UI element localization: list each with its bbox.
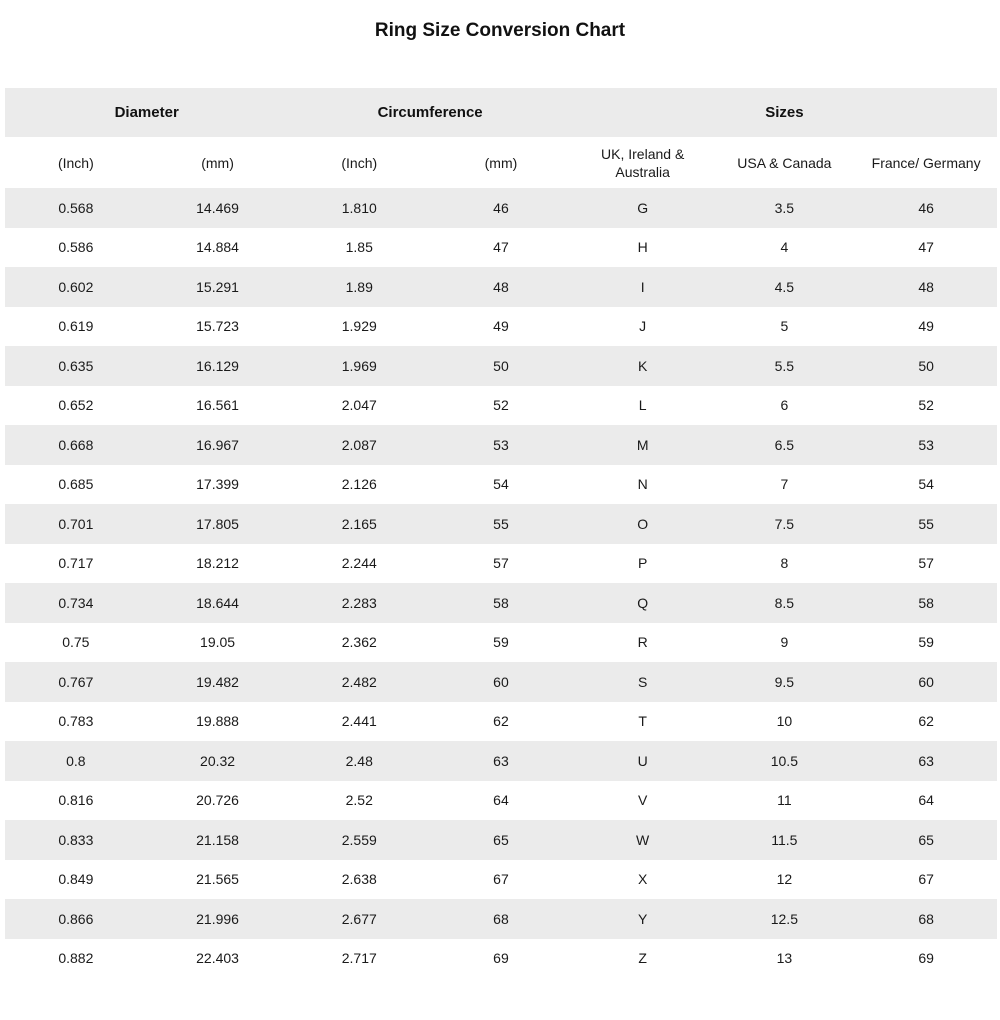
table-cell: 49 — [918, 318, 934, 335]
table-row — [5, 188, 997, 228]
table-cell: 17.805 — [196, 515, 239, 532]
table-cell: 58 — [493, 594, 509, 611]
table-cell: 0.767 — [58, 673, 94, 690]
table-cell: 9 — [780, 634, 789, 651]
table-cell: 59 — [493, 634, 509, 651]
table-cell: 48 — [493, 278, 509, 295]
table-cell: 10 — [776, 713, 793, 730]
table-row — [5, 820, 997, 860]
table-cell: 67 — [493, 871, 509, 888]
table-cell: 64 — [918, 792, 934, 809]
table-cell: 12.5 — [770, 910, 798, 927]
table-cell: 14.469 — [196, 199, 239, 216]
column-header-uk-ireland-australia: UK, Ireland & Australia — [601, 145, 685, 180]
table-cell: 2.441 — [341, 713, 377, 730]
table-cell: 1.810 — [341, 199, 377, 216]
table-cell: 2.48 — [345, 752, 373, 769]
table-cell: 0.668 — [58, 436, 94, 453]
page-title: Ring Size Conversion Chart — [374, 20, 626, 41]
table-cell: V — [637, 792, 648, 809]
table-cell: 0.568 — [58, 199, 94, 216]
table-cell: 50 — [493, 357, 509, 374]
column-group-row — [5, 88, 997, 137]
table-cell: Y — [637, 910, 648, 927]
table-row — [5, 939, 997, 979]
table-cell: 2.087 — [341, 436, 377, 453]
table-cell: 6 — [780, 397, 789, 414]
table-cell: 52 — [918, 397, 934, 414]
table-row — [5, 425, 997, 465]
table-row — [5, 899, 997, 939]
column-header-circumference-inch: (Inch) — [341, 154, 378, 171]
table-cell: 22.403 — [196, 950, 239, 967]
table-cell: R — [637, 634, 648, 651]
table-row — [5, 228, 997, 268]
table-cell: 46 — [493, 199, 509, 216]
table-cell: 68 — [918, 910, 934, 927]
table-cell: M — [636, 436, 649, 453]
table-cell: 16.967 — [196, 436, 239, 453]
table-cell: 0.8 — [66, 752, 86, 769]
table-cell: 52 — [493, 397, 509, 414]
table-cell: 0.619 — [58, 318, 94, 335]
table-cell: 21.565 — [196, 871, 239, 888]
table-row — [5, 583, 997, 623]
table-cell: 54 — [493, 476, 509, 493]
column-group-circumference: Circumference — [377, 104, 483, 121]
table-cell: 62 — [918, 713, 934, 730]
table-cell: 0.849 — [58, 871, 94, 888]
table-cell: 59 — [918, 634, 934, 651]
table-cell: 3.5 — [774, 199, 795, 216]
table-cell: J — [639, 318, 647, 335]
table-cell: 21.158 — [196, 831, 239, 848]
table-cell: 14.884 — [196, 239, 239, 256]
table-cell: 62 — [493, 713, 509, 730]
table-cell: 53 — [918, 436, 934, 453]
table-cell: 2.244 — [341, 555, 377, 572]
table-cell: Z — [638, 950, 647, 967]
table-cell: 0.701 — [58, 515, 94, 532]
table-cell: 16.561 — [196, 397, 239, 414]
table-row — [5, 267, 997, 307]
table-cell: 19.888 — [196, 713, 239, 730]
table-cell: 69 — [493, 950, 509, 967]
table-row — [5, 544, 997, 584]
table-cell: 0.866 — [58, 910, 94, 927]
table-cell: 11 — [777, 792, 792, 809]
table-cell: 54 — [918, 476, 934, 493]
table-cell: 2.165 — [341, 515, 377, 532]
ring-size-conversion-table — [5, 88, 997, 978]
table-row — [5, 702, 997, 742]
table-row — [5, 741, 997, 781]
table-cell: 21.996 — [196, 910, 239, 927]
table-cell: 2.717 — [341, 950, 377, 967]
table-cell: 2.559 — [341, 831, 377, 848]
table-cell: 2.638 — [341, 871, 377, 888]
table-cell: T — [638, 713, 647, 730]
table-cell: 67 — [918, 871, 934, 888]
table-cell: 63 — [493, 752, 509, 769]
table-row — [5, 307, 997, 347]
table-cell: 18.644 — [196, 594, 239, 611]
table-cell: H — [637, 239, 648, 256]
column-header-diameter-inch: (Inch) — [57, 154, 94, 171]
table-cell: 0.75 — [62, 634, 90, 651]
table-cell: 50 — [918, 357, 934, 374]
table-cell: 11.5 — [771, 831, 798, 848]
table-cell: 60 — [493, 673, 509, 690]
table-cell: 20.726 — [196, 792, 239, 809]
table-cell: 0.833 — [58, 831, 94, 848]
table-cell: 9.5 — [774, 673, 795, 690]
column-header-usa-canada: USA & Canada — [737, 154, 832, 171]
table-cell: 7 — [780, 476, 789, 493]
table-cell: 0.882 — [58, 950, 94, 967]
table-cell: 55 — [493, 515, 509, 532]
table-cell: 57 — [918, 555, 934, 572]
table-cell: 17.399 — [196, 476, 239, 493]
column-group-diameter: Diameter — [114, 104, 179, 121]
table-cell: N — [637, 476, 648, 493]
table-cell: 18.212 — [196, 555, 239, 572]
table-cell: U — [637, 752, 648, 769]
column-group-sizes: Sizes — [765, 104, 804, 121]
table-cell: 0.685 — [58, 476, 94, 493]
table-cell: 69 — [918, 950, 934, 967]
table-cell: 15.723 — [196, 318, 239, 335]
table-row — [5, 386, 997, 426]
column-header-france-germany: France/ Germany — [871, 154, 981, 171]
table-cell: 1.929 — [341, 318, 377, 335]
table-cell: 12 — [776, 871, 793, 888]
table-cell: 19.05 — [200, 634, 236, 651]
table-cell: 65 — [493, 831, 509, 848]
table-row — [5, 662, 997, 702]
table-cell: W — [636, 831, 650, 848]
table-cell: 0.783 — [58, 713, 94, 730]
table-cell: 7.5 — [774, 515, 795, 532]
table-cell: 2.52 — [345, 792, 373, 809]
table-cell: 68 — [493, 910, 509, 927]
table-cell: 64 — [493, 792, 509, 809]
table-cell: 15.291 — [196, 278, 239, 295]
table-cell: 0.586 — [58, 239, 94, 256]
table-row — [5, 781, 997, 821]
table-cell: 0.816 — [58, 792, 94, 809]
table-header — [5, 88, 997, 188]
table-cell: 47 — [918, 239, 934, 256]
table-cell: Q — [637, 594, 649, 611]
table-cell: 8.5 — [774, 594, 795, 611]
table-cell: 4 — [780, 239, 789, 256]
table-cell: X — [637, 871, 648, 888]
table-cell: 0.635 — [58, 357, 94, 374]
table-row — [5, 504, 997, 544]
table-cell: 2.283 — [341, 594, 377, 611]
table-cell: 0.734 — [58, 594, 94, 611]
table-cell: 55 — [918, 515, 934, 532]
table-cell: 6.5 — [774, 436, 795, 453]
table-cell: 63 — [918, 752, 934, 769]
table-row — [5, 346, 997, 386]
table-cell: 1.969 — [341, 357, 377, 374]
table-cell: 5 — [780, 318, 789, 335]
table-cell: 47 — [493, 239, 509, 256]
table-cell: S — [637, 673, 648, 690]
table-cell: 1.89 — [345, 278, 373, 295]
table-cell: 46 — [918, 199, 934, 216]
table-cell: 49 — [493, 318, 509, 335]
table-cell: L — [638, 397, 647, 414]
table-cell: 2.362 — [341, 634, 377, 651]
table-cell: 1.85 — [345, 239, 373, 256]
table-cell: I — [640, 278, 645, 295]
table-cell: O — [637, 515, 649, 532]
table-body — [5, 188, 997, 978]
table-cell: 5.5 — [774, 357, 795, 374]
table-cell: 20.32 — [200, 752, 236, 769]
column-header-circumference-mm: (mm) — [484, 154, 518, 171]
table-cell: 16.129 — [196, 357, 239, 374]
table-cell: 58 — [918, 594, 934, 611]
table-cell: 60 — [918, 673, 934, 690]
table-cell: G — [637, 199, 649, 216]
table-cell: 10.5 — [770, 752, 798, 769]
table-cell: K — [637, 357, 648, 374]
table-row — [5, 860, 997, 900]
table-cell: 4.5 — [774, 278, 795, 295]
table-cell: 48 — [918, 278, 934, 295]
table-cell: 65 — [918, 831, 934, 848]
table-row — [5, 465, 997, 505]
table-cell: 2.126 — [341, 476, 377, 493]
column-header-row — [5, 137, 997, 188]
table-cell: 0.717 — [58, 555, 94, 572]
table-cell: 13 — [776, 950, 793, 967]
table-cell: 8 — [780, 555, 789, 572]
table-cell: 53 — [493, 436, 509, 453]
table-row — [5, 623, 997, 663]
table-cell: 2.482 — [341, 673, 377, 690]
table-cell: 2.047 — [341, 397, 377, 414]
table-cell: 19.482 — [196, 673, 239, 690]
table-cell: 0.652 — [58, 397, 94, 414]
column-header-diameter-mm: (mm) — [201, 154, 234, 171]
table-cell: 57 — [493, 555, 509, 572]
table-cell: 2.677 — [341, 910, 377, 927]
table-cell: P — [637, 555, 648, 572]
table-cell: 0.602 — [58, 278, 94, 295]
